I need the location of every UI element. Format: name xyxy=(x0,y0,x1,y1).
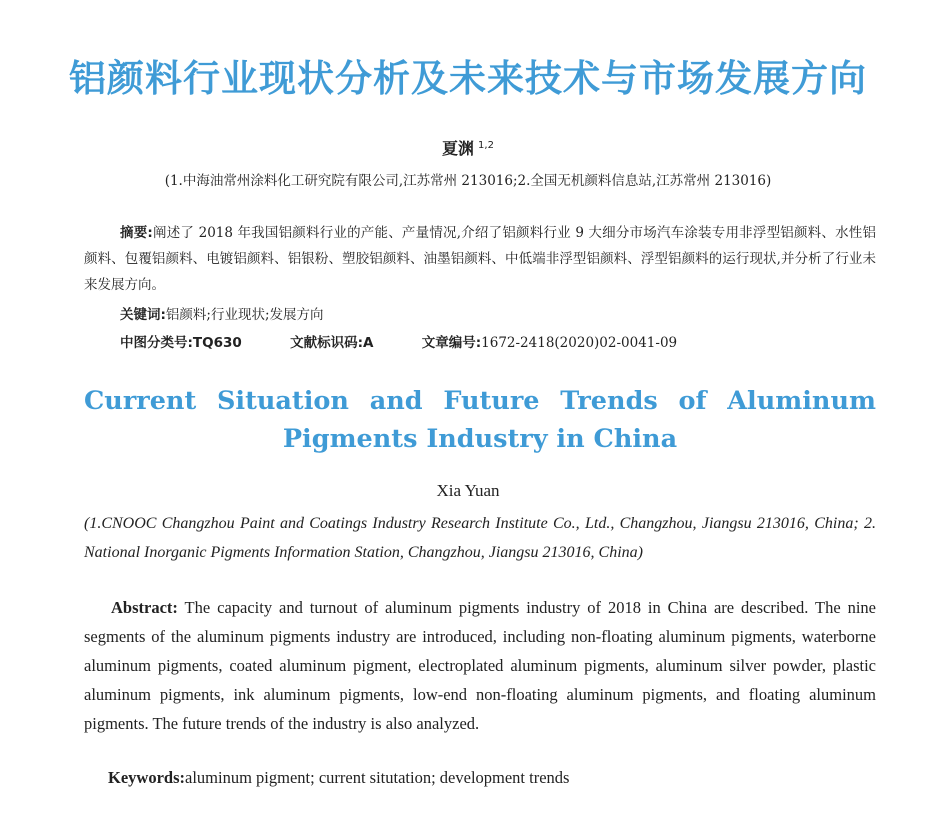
article-number-label: 文章编号: xyxy=(421,335,482,351)
english-abstract-text: The capacity and turnout of aluminum pigments industry of 2018 in China are described. The nine segments of the aluminum pigments industry are introduced, including non-floating aluminum pigments, waterborne aluminum pigments, coated aluminum pigment, electroplated aluminum pigments, aluminum silver powder, plastic aluminum pigments, ink aluminum pigments, low-end non-floating aluminum pigments, and floating aluminum pigments. The future trends of the industry is also analyzed. xyxy=(84,598,876,733)
chinese-title: 铝颜料行业现状分析及未来技术与市场发展方向 xyxy=(69,57,867,100)
document-code-label: 文献标识码: xyxy=(290,335,363,351)
english-title-line-2: Pigments Industry in China xyxy=(282,424,678,454)
chinese-abstract-text: 阐述了 2018 年我国铝颜料行业的产能、产量情况,介绍了铝颜料行业 9 大细分市场汽车涂装专用非浮型铝颜料、水性铝颜料、包覆铝颜料、电镀铝颜料、铝银粉、塑胶铝颜料、油墨铝颜料、中低端非浮型铝颜料、浮型铝颜料的运行现状,并分析了行业未来发展方向。 xyxy=(84,225,876,293)
chinese-keywords xyxy=(120,303,324,323)
title-word: of xyxy=(678,386,707,416)
document-code-value: A xyxy=(362,335,374,351)
article-number-value: 1672-2418(2020)02-0041-09 xyxy=(481,335,678,351)
chinese-author-name: 夏渊 xyxy=(442,139,475,158)
english-keywords-label: Keywords: xyxy=(108,768,185,787)
chinese-keywords-text: 铝颜料;行业现状;发展方向 xyxy=(165,307,324,323)
title-word: Trends xyxy=(560,386,658,416)
chinese-abstract-label: 摘要: xyxy=(120,225,153,241)
english-abstract xyxy=(84,593,876,738)
author-affiliation-superscript: 1,2 xyxy=(478,139,494,151)
chinese-keywords-label: 关键词: xyxy=(120,307,166,323)
clc-number xyxy=(120,335,242,351)
english-keywords xyxy=(108,768,569,788)
document-code xyxy=(290,335,373,351)
english-affiliation: (1.CNOOC Changzhou Paint and Coatings Industry Research Institute Co., Ltd., Changzhou, Jiangsu 213016, China; 2. National Inorganic Pigments Information Station, Changzhou, Jiangsu 213016, China) xyxy=(84,515,876,561)
chinese-affiliation: (1.中海油常州涂料化工研究院有限公司,江苏常州 213016;2.全国无机颜料信息站,江苏常州 213016) xyxy=(164,173,772,189)
title-word: Situation xyxy=(216,386,349,416)
title-word: and xyxy=(369,386,423,416)
article-number xyxy=(422,335,677,351)
chinese-abstract xyxy=(84,220,876,298)
clc-label: 中图分类号: xyxy=(120,335,193,351)
english-abstract-label: Abstract: xyxy=(111,598,178,617)
english-title xyxy=(84,382,876,458)
title-word: Aluminum xyxy=(727,386,876,416)
chinese-author xyxy=(0,136,936,159)
classification-row xyxy=(120,331,677,351)
title-word: Future xyxy=(443,386,540,416)
clc-value: TQ630 xyxy=(192,335,242,351)
english-keywords-text: aluminum pigment; current situtation; development trends xyxy=(185,768,570,787)
english-author: Xia Yuan xyxy=(436,481,500,500)
title-word: Current xyxy=(84,386,197,416)
english-title-line-1 xyxy=(84,382,876,420)
